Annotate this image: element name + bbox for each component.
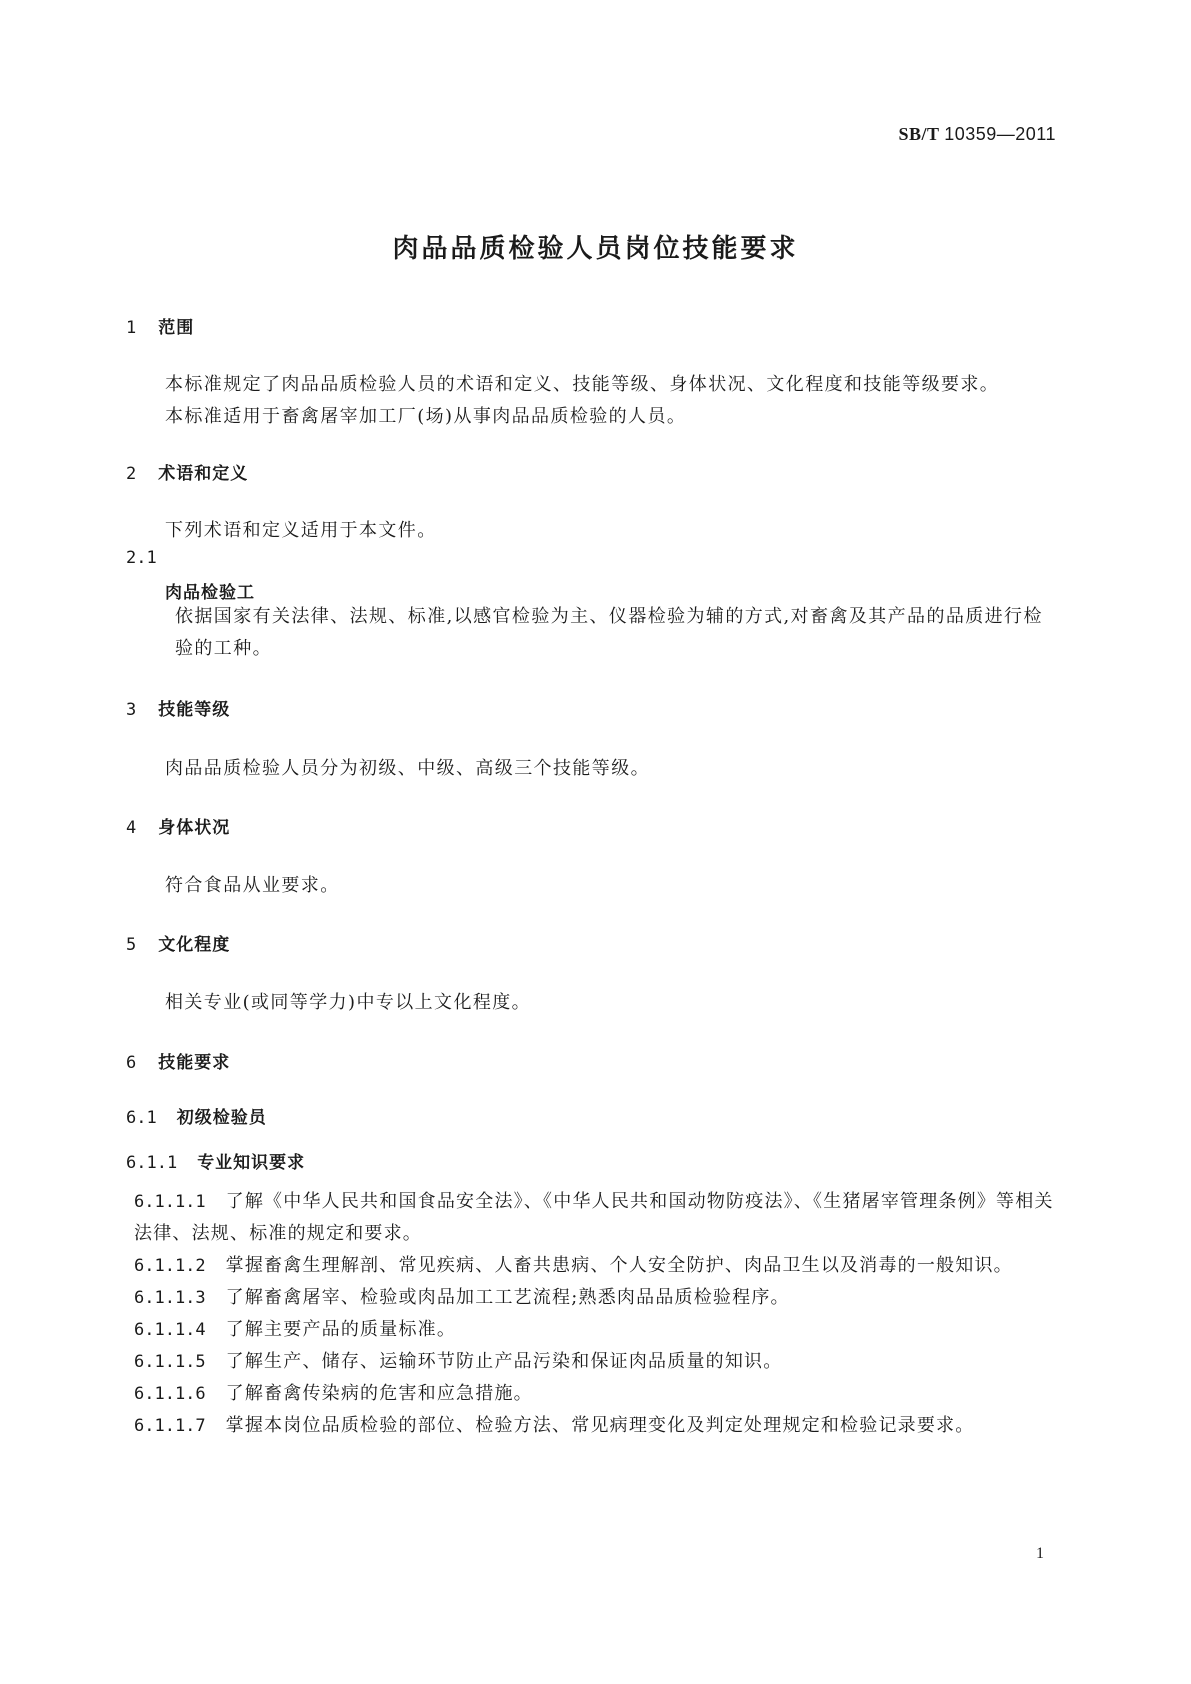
- clause-6-1-1-6: [134, 1378, 1059, 1410]
- clause-number: 6.1.1.7: [134, 1416, 206, 1436]
- clause-number: 6.1.1.4: [134, 1320, 206, 1340]
- section-title: 技能等级: [158, 700, 231, 720]
- clause-number: 6.1.1.6: [134, 1384, 206, 1404]
- section-title: 范围: [158, 318, 195, 338]
- clause-6-1-1-2: [134, 1250, 1059, 1282]
- subsection-6-1-1-heading: [126, 1148, 305, 1173]
- clause-text: 掌握本岗位品质检验的部位、检验方法、常见病理变化及判定处理规定和检验记录要求。: [225, 1415, 975, 1436]
- terms-intro: 下列术语和定义适用于本文件。: [165, 520, 437, 541]
- subsection-title: 初级检验员: [176, 1108, 267, 1128]
- term-definition: [134, 601, 1059, 665]
- document-title: 肉品品质检验人员岗位技能要求: [392, 234, 799, 264]
- section-6-heading: [126, 1048, 230, 1073]
- clause-6-1-1-4: [134, 1314, 1059, 1346]
- term-definition-text: 依据国家有关法律、法规、标准,以感官检验为主、仪器检验为辅的方式,对畜禽及其产品的品质进行检验的工种。: [175, 606, 1043, 659]
- term-number: 2.1: [126, 548, 157, 568]
- subsection-title: 专业知识要求: [197, 1153, 306, 1173]
- clause-text: 了解畜禽传染病的危害和应急措施。: [225, 1383, 533, 1404]
- clause-text: 了解畜禽屠宰、检验或肉品加工工艺流程;熟悉肉品品质检验程序。: [225, 1287, 790, 1308]
- clause-6-1-1-5: [134, 1346, 1059, 1378]
- section-number: 6: [126, 1053, 137, 1073]
- physical-condition-text: 符合食品从业要求。: [165, 875, 340, 896]
- clause-number: 6.1.1.2: [134, 1256, 206, 1276]
- section-title: 技能要求: [158, 1053, 231, 1073]
- clause-text: 了解主要产品的质量标准。: [225, 1319, 457, 1340]
- section-5-heading: [126, 930, 230, 955]
- standard-prefix: SB/T: [898, 124, 940, 144]
- clause-number: 6.1.1.1: [134, 1192, 206, 1212]
- clause-number: 6.1.1.3: [134, 1288, 206, 1308]
- section-number: 4: [126, 818, 137, 838]
- section-title: 文化程度: [158, 935, 231, 955]
- skill-levels-text: 肉品品质检验人员分为初级、中级、高级三个技能等级。: [165, 758, 650, 779]
- scope-paragraph-2: 本标准适用于畜禽屠宰加工厂(场)从事肉品品质检验的人员。: [165, 406, 687, 427]
- term-name: 肉品检验工: [165, 583, 255, 603]
- standard-code: [899, 124, 1056, 145]
- section-1-heading: [126, 313, 194, 338]
- section-3-heading: [126, 695, 230, 720]
- section-2-heading: [126, 459, 248, 484]
- clause-text: 了解生产、储存、运输环节防止产品污染和保证肉品质量的知识。: [225, 1351, 783, 1372]
- subsection-6-1-heading: [126, 1103, 267, 1128]
- section-number: 5: [126, 935, 137, 955]
- clause-text: 了解《中华人民共和国食品安全法》、《中华人民共和国动物防疫法》、《生猪屠宰管理条例》等相关法律、法规、标准的规定和要求。: [134, 1191, 1054, 1244]
- section-number: 2: [126, 464, 137, 484]
- clause-6-1-1-1: [134, 1186, 1059, 1250]
- section-title: 身体状况: [158, 818, 231, 838]
- subsection-number: 6.1: [126, 1108, 157, 1128]
- clause-text: 掌握畜禽生理解剖、常见疾病、人畜共患病、个人安全防护、肉品卫生以及消毒的一般知识。: [225, 1255, 1013, 1276]
- subsection-number: 6.1.1: [126, 1153, 178, 1173]
- section-title: 术语和定义: [158, 464, 249, 484]
- clause-6-1-1-7: [134, 1410, 1059, 1442]
- clause-6-1-1-3: [134, 1282, 1059, 1314]
- education-text: 相关专业(或同等学力)中专以上文化程度。: [165, 992, 532, 1013]
- section-number: 1: [126, 318, 137, 338]
- scope-paragraph-1: 本标准规定了肉品品质检验人员的术语和定义、技能等级、身体状况、文化程度和技能等级要求。: [165, 374, 1000, 395]
- clause-number: 6.1.1.5: [134, 1352, 206, 1372]
- section-4-heading: [126, 813, 230, 838]
- section-number: 3: [126, 700, 137, 720]
- page-number: 1: [1036, 1545, 1044, 1562]
- standard-number: 10359—2011: [944, 124, 1056, 144]
